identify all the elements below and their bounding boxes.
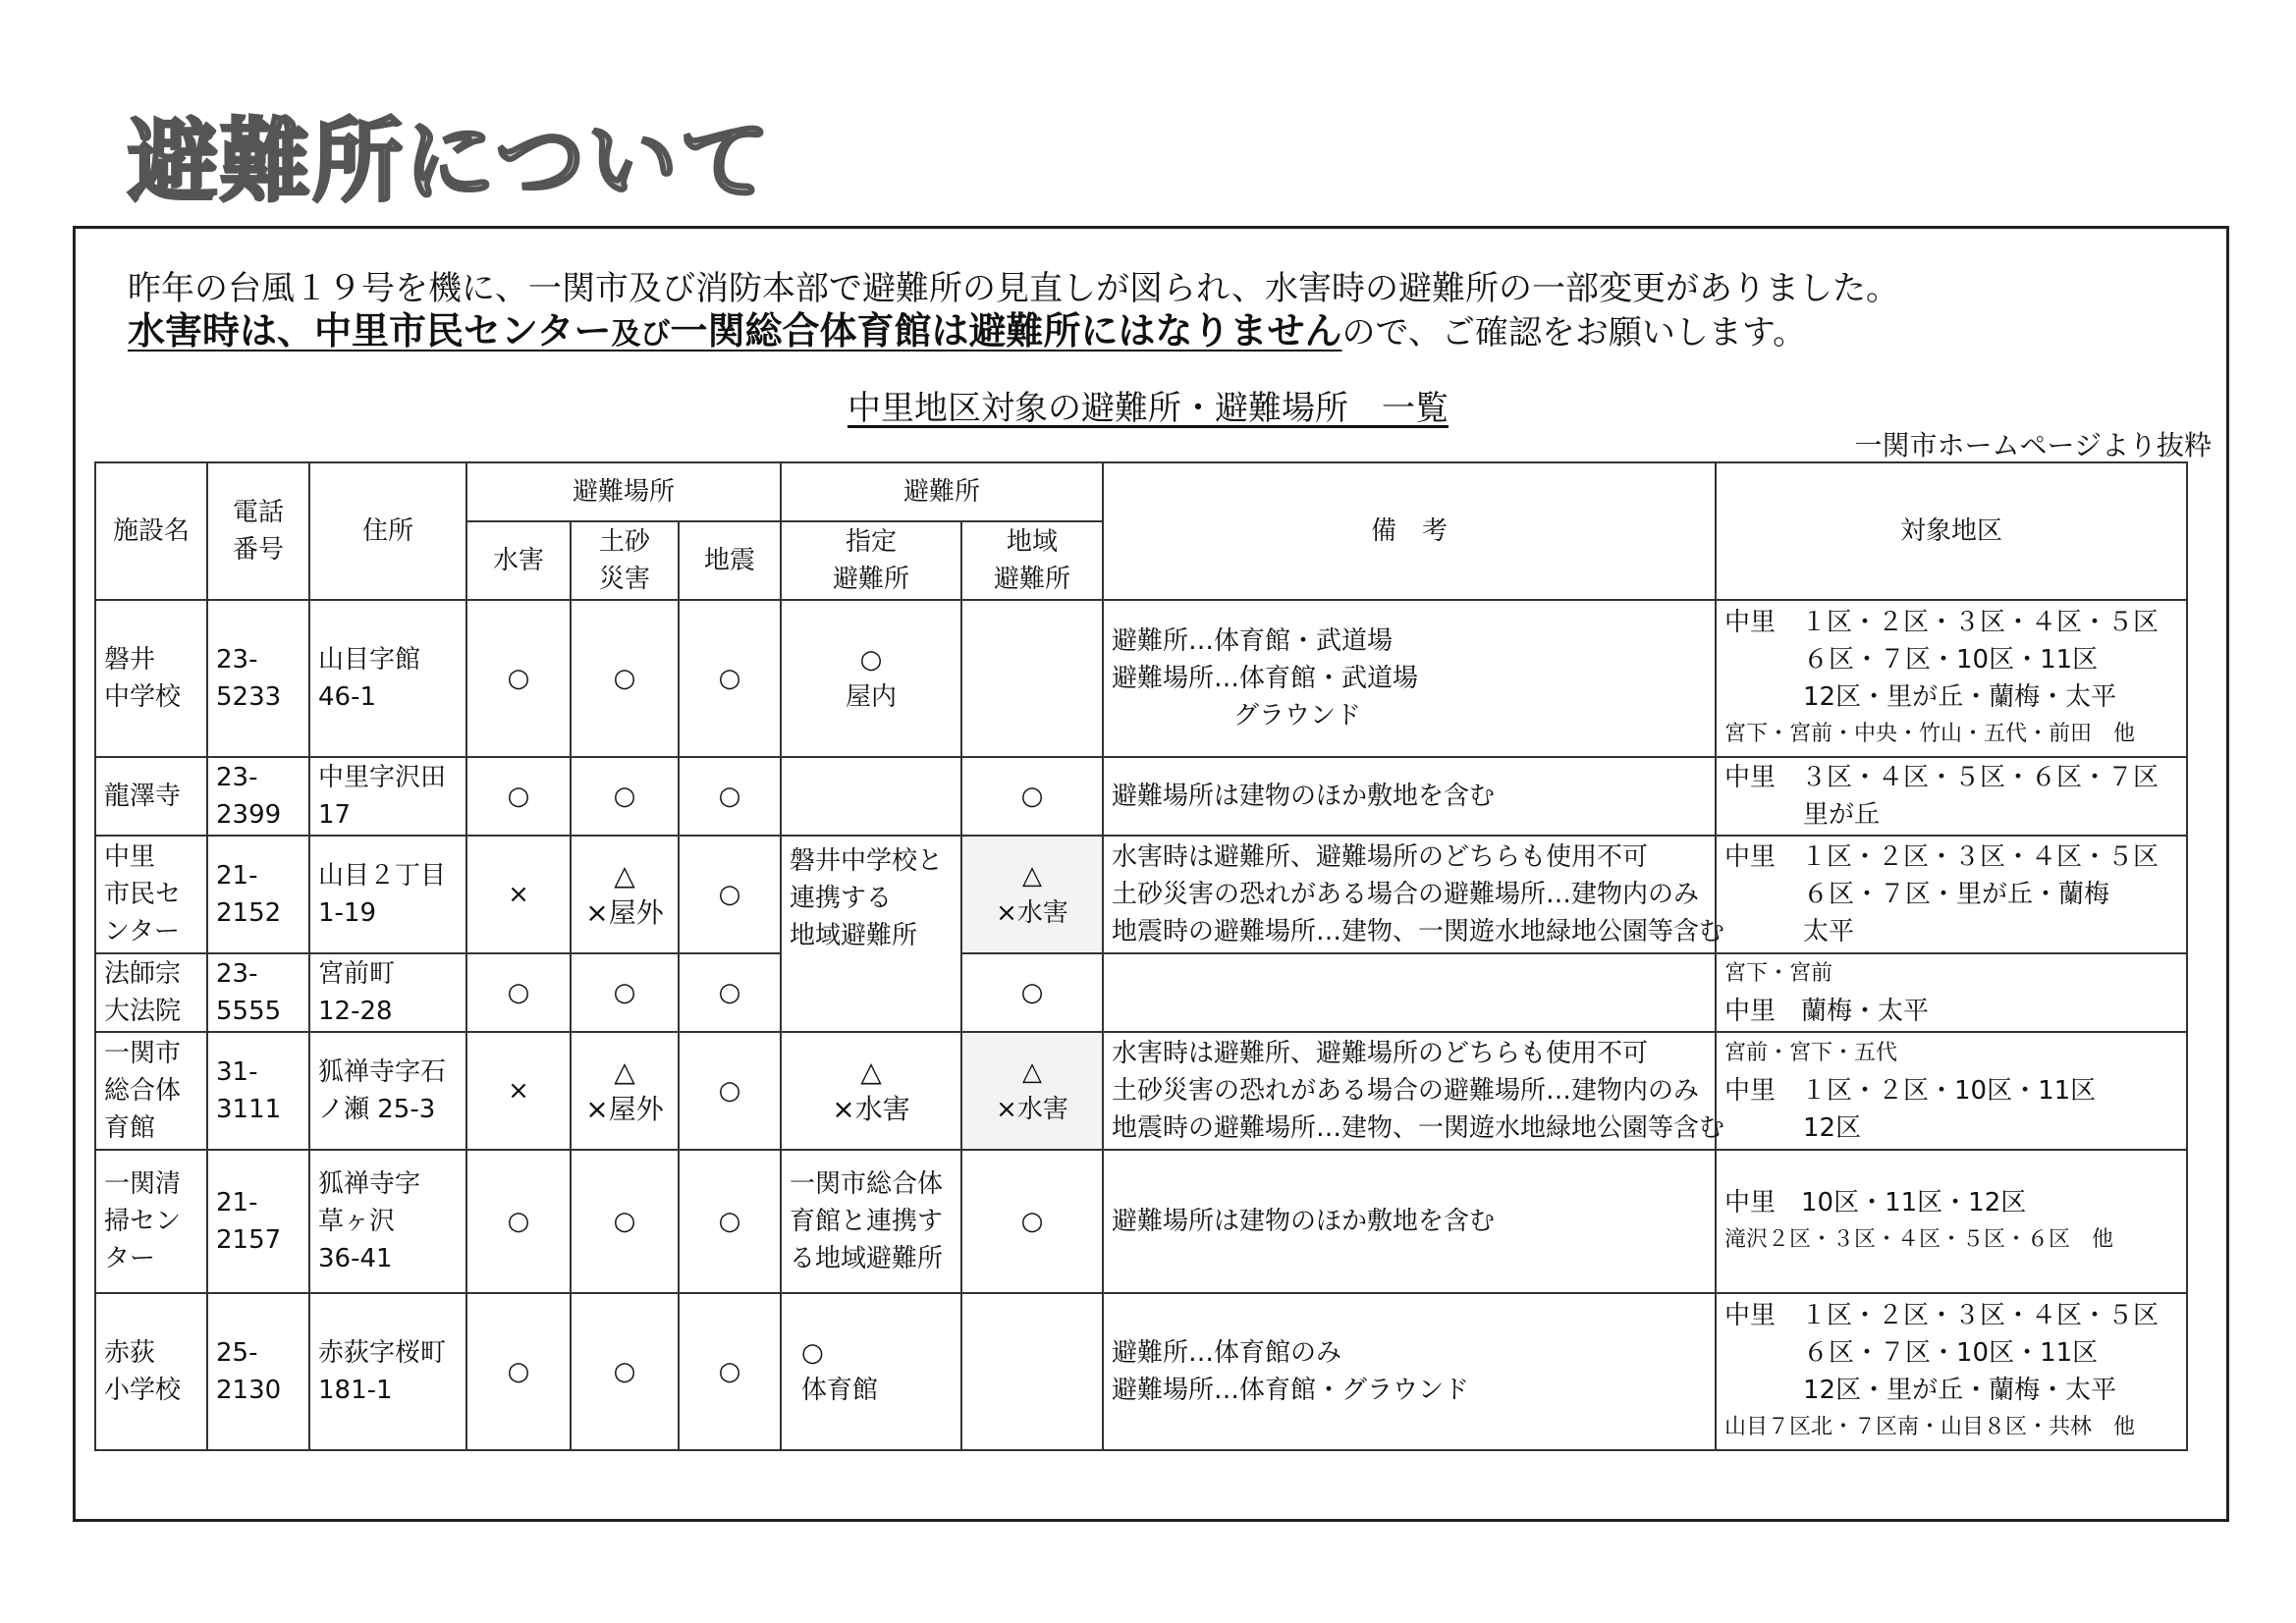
area-line: 太平 [1803, 917, 1855, 947]
remark-line: 地震時の避難場所…建物、一関遊水地緑地公園等含む [1112, 1113, 1725, 1143]
area-line: 滝沢２区・３区・４区・５区・６区 他 [1724, 1227, 2114, 1252]
flood-mark: ○ [466, 953, 571, 1032]
phone-number: 21- 2152 [207, 836, 309, 953]
area-line: ６区・７区・里が丘・蘭梅 [1803, 880, 2110, 909]
earthquake-mark: ○ [679, 1150, 781, 1293]
intro-emphasis-1: 水害時は、中里市民センター [128, 309, 612, 352]
remarks [1103, 836, 1725, 953]
designated-shelter: 一関市総合体 育館と連携す る地域避難所 [781, 1150, 961, 1293]
list-title: 中里地区対象の避難所・避難場所 一覧 [847, 389, 1449, 428]
remark-line: 土砂災害の恐れがある場合の避難場所…建物内のみ [1112, 880, 1700, 909]
area-line: 中里 １区・２区・３区・４区・５区 [1724, 842, 2159, 872]
earthquake-mark: ○ [679, 1032, 781, 1150]
regional-shelter [961, 1293, 1103, 1450]
table-row [95, 757, 2187, 836]
address: 中里字沢田 17 [309, 757, 466, 836]
landslide-mark: ○ [571, 1150, 679, 1293]
area-line: 里が丘 [1803, 800, 1881, 830]
address: 山目字館 46-1 [309, 600, 466, 757]
flood-mark: × [466, 1032, 571, 1150]
facility-name: 一関清 掃セン ター [95, 1150, 207, 1293]
remarks [1103, 1150, 1716, 1293]
regional-shelter: ○ [961, 953, 1103, 1032]
designated-shelter: ○ 体育館 [781, 1293, 961, 1450]
designated-shelter: △ ×水害 [781, 1032, 961, 1150]
area-line: 中里 10区・11区・12区 [1724, 1188, 2027, 1217]
address: 赤荻字桜町 181-1 [309, 1293, 466, 1450]
remark-line: 土砂災害の恐れがある場合の避難場所…建物内のみ [1112, 1076, 1700, 1106]
area-line: 12区・里が丘・蘭梅・太平 [1803, 1376, 2117, 1405]
regional-shelter: △ ×水害 [961, 1032, 1103, 1150]
area-line: 中里 蘭梅・太平 [1724, 997, 1930, 1026]
header-regional: 地域 避難所 [961, 521, 1103, 600]
remarks [1103, 600, 1716, 757]
flood-mark: ○ [466, 600, 571, 757]
remark-line: 避難場所は建物のほか敷地を含む [1112, 782, 1496, 811]
address: 狐禅寺字 草ヶ沢 36-41 [309, 1150, 466, 1293]
flood-mark: ○ [466, 1150, 571, 1293]
header-facility: 施設名 [95, 462, 207, 600]
header-target-area: 対象地区 [1716, 462, 2187, 600]
regional-shelter [961, 600, 1103, 757]
facility-name: 磐井 中学校 [95, 600, 207, 757]
earthquake-mark: ○ [679, 953, 781, 1032]
remarks [1103, 1032, 1725, 1150]
landslide-mark: ○ [571, 953, 679, 1032]
earthquake-mark: ○ [679, 757, 781, 836]
area-line: 12区・里が丘・蘭梅・太平 [1803, 682, 2117, 712]
target-area [1716, 757, 2187, 836]
facility-name: 法師宗 大法院 [95, 953, 207, 1032]
designated-shelter: 磐井中学校と 連携する 地域避難所 [781, 836, 961, 1032]
table-row [95, 1032, 2187, 1150]
remark-line: 避難場所…体育館・武道場 [1112, 664, 1419, 693]
facility-name: 赤荻 小学校 [95, 1293, 207, 1450]
landslide-mark: ○ [571, 757, 679, 836]
phone-number: 23- 5555 [207, 953, 309, 1032]
remarks [1103, 953, 1716, 1032]
remark-line: 避難所…体育館のみ [1112, 1338, 1342, 1368]
area-line: 中里 １区・２区・10区・11区 [1724, 1076, 2097, 1106]
page-title: 避難所について [128, 109, 773, 214]
area-line: ６区・７区・10区・11区 [1803, 645, 2099, 675]
target-area [1716, 836, 2187, 953]
regional-shelter: ○ [961, 757, 1103, 836]
source-note: 一関市ホームページより抜粋 [1854, 429, 2212, 461]
area-line: 中里 １区・２区・３区・４区・５区 [1724, 1301, 2159, 1330]
landslide-mark: ○ [571, 600, 679, 757]
earthquake-mark: ○ [679, 836, 781, 953]
intro-emphasis-2: 及び [611, 317, 671, 352]
area-line: 宮下・宮前・中央・竹山・五代・前田 他 [1724, 722, 2136, 746]
header-address: 住所 [309, 462, 466, 600]
facility-name: 一関市 総合体 育館 [95, 1032, 207, 1150]
table-row [95, 836, 2187, 953]
header-remarks: 備 考 [1103, 462, 1716, 600]
remarks [1103, 1293, 1716, 1450]
earthquake-mark: ○ [679, 1293, 781, 1450]
table-row [95, 1293, 2187, 1450]
landslide-mark: △ ×屋外 [571, 836, 679, 953]
table-row [95, 1150, 2187, 1293]
intro-tail: ので、ご確認をお願いします。 [1341, 313, 1807, 352]
area-line: ６区・７区・10区・11区 [1803, 1338, 2099, 1368]
header-designated: 指定 避難所 [781, 521, 961, 600]
regional-shelter: ○ [961, 1150, 1103, 1293]
header-shelter-group: 避難所 [781, 462, 1103, 521]
intro-line-1: 昨年の台風１９号を機に、一関市及び消防本部で避難所の見直しが図られ、水害時の避難所の一部変更がありました。 [128, 269, 1900, 308]
remark-line: 避難場所…体育館・グラウンド [1112, 1376, 1470, 1405]
facility-name: 龍澤寺 [95, 757, 207, 836]
phone-number: 23- 5233 [207, 600, 309, 757]
target-area [1716, 600, 2187, 757]
designated-shelter [781, 757, 961, 836]
intro-line-2 [128, 308, 1806, 357]
remark-line: 水害時は避難所、避難場所のどちらも使用不可 [1112, 842, 1649, 872]
flood-mark: × [466, 836, 571, 953]
remark-line: 避難場所は建物のほか敷地を含む [1112, 1207, 1496, 1236]
area-line: 宮下・宮前 [1724, 961, 1833, 986]
remarks [1103, 757, 1716, 836]
remark-line: 水害時は避難所、避難場所のどちらも使用不可 [1112, 1039, 1649, 1068]
remark-line: 地震時の避難場所…建物、一関遊水地緑地公園等含む [1112, 917, 1725, 947]
regional-shelter: △ ×水害 [961, 836, 1103, 953]
area-line: 山目７区北・７区南・山目８区・共林 他 [1724, 1415, 2136, 1439]
flood-mark: ○ [466, 757, 571, 836]
target-area [1716, 953, 2187, 1032]
header-flood: 水害 [466, 521, 571, 600]
header-earthquake: 地震 [679, 521, 781, 600]
header-landslide: 土砂 災害 [571, 521, 679, 600]
phone-number: 21- 2157 [207, 1150, 309, 1293]
remark-line: グラウンド [1233, 701, 1362, 730]
flood-mark: ○ [466, 1293, 571, 1450]
area-line: 12区 [1803, 1113, 1862, 1143]
area-line: 中里 ３区・４区・５区・６区・７区 [1724, 763, 2159, 792]
phone-number: 31- 3111 [207, 1032, 309, 1150]
area-line: 中里 １区・２区・３区・４区・５区 [1724, 608, 2159, 637]
address: 狐禅寺字石 ノ瀬 25-3 [309, 1032, 466, 1150]
header-phone: 電話 番号 [207, 462, 309, 600]
target-area [1716, 1032, 2187, 1150]
table-row [95, 953, 2187, 1032]
address: 宮前町 12-28 [309, 953, 466, 1032]
landslide-mark: △ ×屋外 [571, 1032, 679, 1150]
landslide-mark: ○ [571, 1293, 679, 1450]
intro-emphasis-3: 一関総合体育館は [670, 309, 969, 352]
intro-emphasis-4: 避難所にはなりません [968, 309, 1342, 352]
designated-shelter: ○ 屋内 [781, 600, 961, 757]
header-evac-area-group: 避難場所 [466, 462, 781, 521]
target-area [1716, 1293, 2187, 1450]
earthquake-mark: ○ [679, 600, 781, 757]
area-line: 宮前・宮下・五代 [1724, 1041, 1898, 1065]
phone-number: 25- 2130 [207, 1293, 309, 1450]
target-area [1716, 1150, 2187, 1293]
address: 山目２丁目 1-19 [309, 836, 466, 953]
remark-line: 避難所…体育館・武道場 [1112, 626, 1394, 656]
facility-name: 中里 市民セ ンター [95, 836, 207, 953]
shelter-table [94, 461, 2188, 1451]
phone-number: 23- 2399 [207, 757, 309, 836]
table-row [95, 600, 2187, 757]
